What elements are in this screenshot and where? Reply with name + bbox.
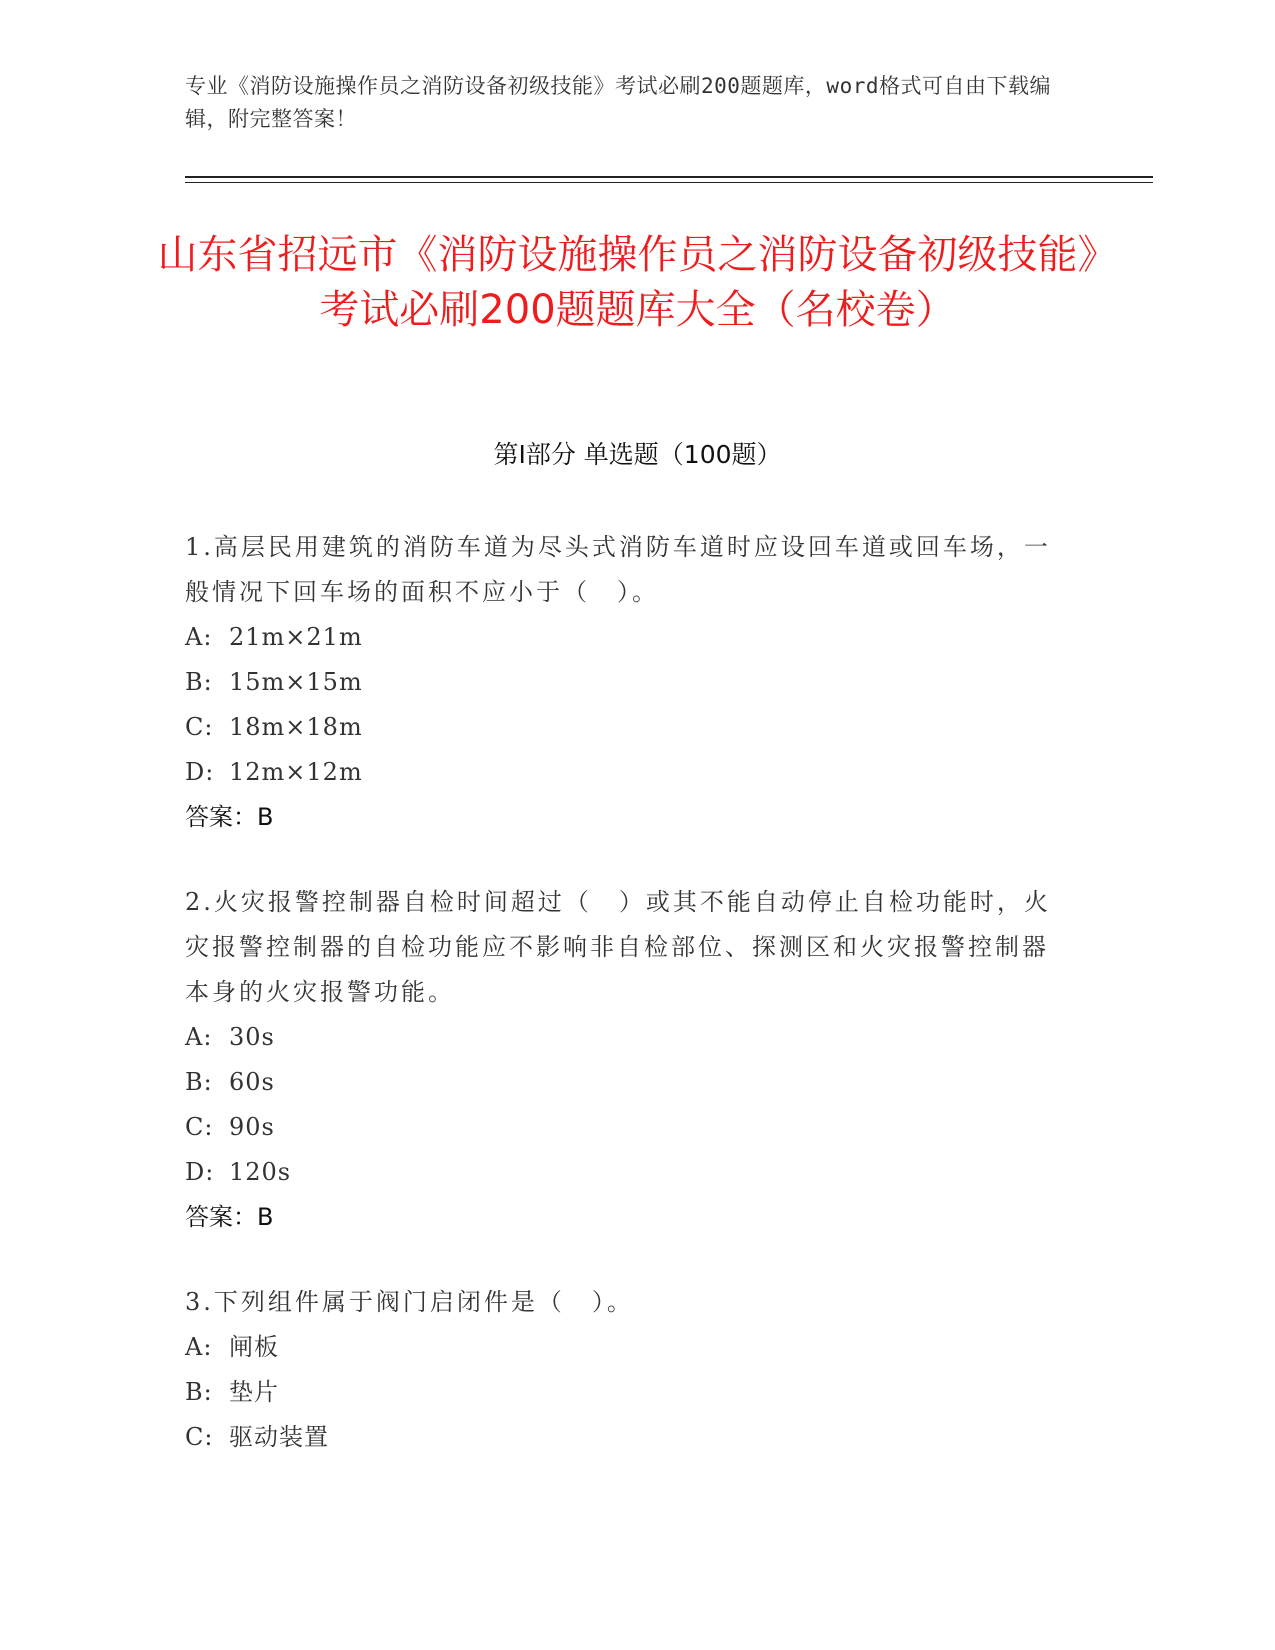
option-text: 30s — [229, 1023, 275, 1051]
answer: 答案：B — [185, 803, 274, 831]
option-c — [185, 1415, 1065, 1460]
question-list — [185, 525, 1065, 1500]
option-text: 120s — [229, 1158, 292, 1186]
option-key: D: — [185, 758, 215, 786]
option-text: 闸板 — [229, 1333, 279, 1361]
option-key: A: — [185, 1023, 213, 1051]
header-divider — [185, 176, 1153, 178]
option-b — [185, 660, 1065, 705]
option-key: A: — [185, 623, 213, 651]
question-3 — [185, 1280, 1065, 1460]
header-note: 专业《消防设施操作员之消防设备初级技能》考试必刷200题题库，word格式可自由下载编辑，附完整答案！ — [185, 74, 1051, 131]
option-key: A: — [185, 1333, 213, 1361]
document-title: 山东省招远市《消防设施操作员之消防设备初级技能》考试必刷200题题库大全（名校卷） — [157, 232, 1118, 333]
option-text: 驱动装置 — [229, 1423, 329, 1451]
option-c — [185, 705, 1065, 750]
option-a — [185, 1015, 1065, 1060]
option-text: 15m×15m — [229, 668, 363, 696]
answer: 答案：B — [185, 1203, 274, 1231]
option-key: C: — [185, 713, 214, 741]
question-stem: 2.火灾报警控制器自检时间超过（ ）或其不能自动停止自检功能时，火灾报警控制器的自检功能应不影响非自检部位、探测区和火灾报警控制器本身的火灾报警功能。 — [185, 888, 1051, 1006]
option-key: B: — [185, 1378, 213, 1406]
option-text: 21m×21m — [229, 623, 363, 651]
header-divider-thin — [185, 182, 1153, 183]
question-stem: 1.高层民用建筑的消防车道为尽头式消防车道时应设回车道或回车场，一般情况下回车场的面积不应小于（ ）。 — [185, 533, 1051, 606]
option-key: C: — [185, 1113, 214, 1141]
option-key: B: — [185, 1068, 213, 1096]
section-heading: 第I部分 单选题（100题） — [493, 440, 782, 469]
option-a — [185, 615, 1065, 660]
question-1 — [185, 525, 1065, 840]
question-2 — [185, 880, 1065, 1240]
option-text: 18m×18m — [229, 713, 363, 741]
option-c — [185, 1105, 1065, 1150]
option-a — [185, 1325, 1065, 1370]
option-text: 90s — [229, 1113, 275, 1141]
option-text: 60s — [229, 1068, 275, 1096]
option-key: B: — [185, 668, 213, 696]
option-d — [185, 1150, 1065, 1195]
option-d — [185, 750, 1065, 795]
question-stem: 3.下列组件属于阀门启闭件是（ ）。 — [185, 1288, 634, 1316]
option-key: D: — [185, 1158, 215, 1186]
option-b — [185, 1370, 1065, 1415]
option-key: C: — [185, 1423, 214, 1451]
option-b — [185, 1060, 1065, 1105]
option-text: 12m×12m — [229, 758, 363, 786]
option-text: 垫片 — [229, 1378, 279, 1406]
